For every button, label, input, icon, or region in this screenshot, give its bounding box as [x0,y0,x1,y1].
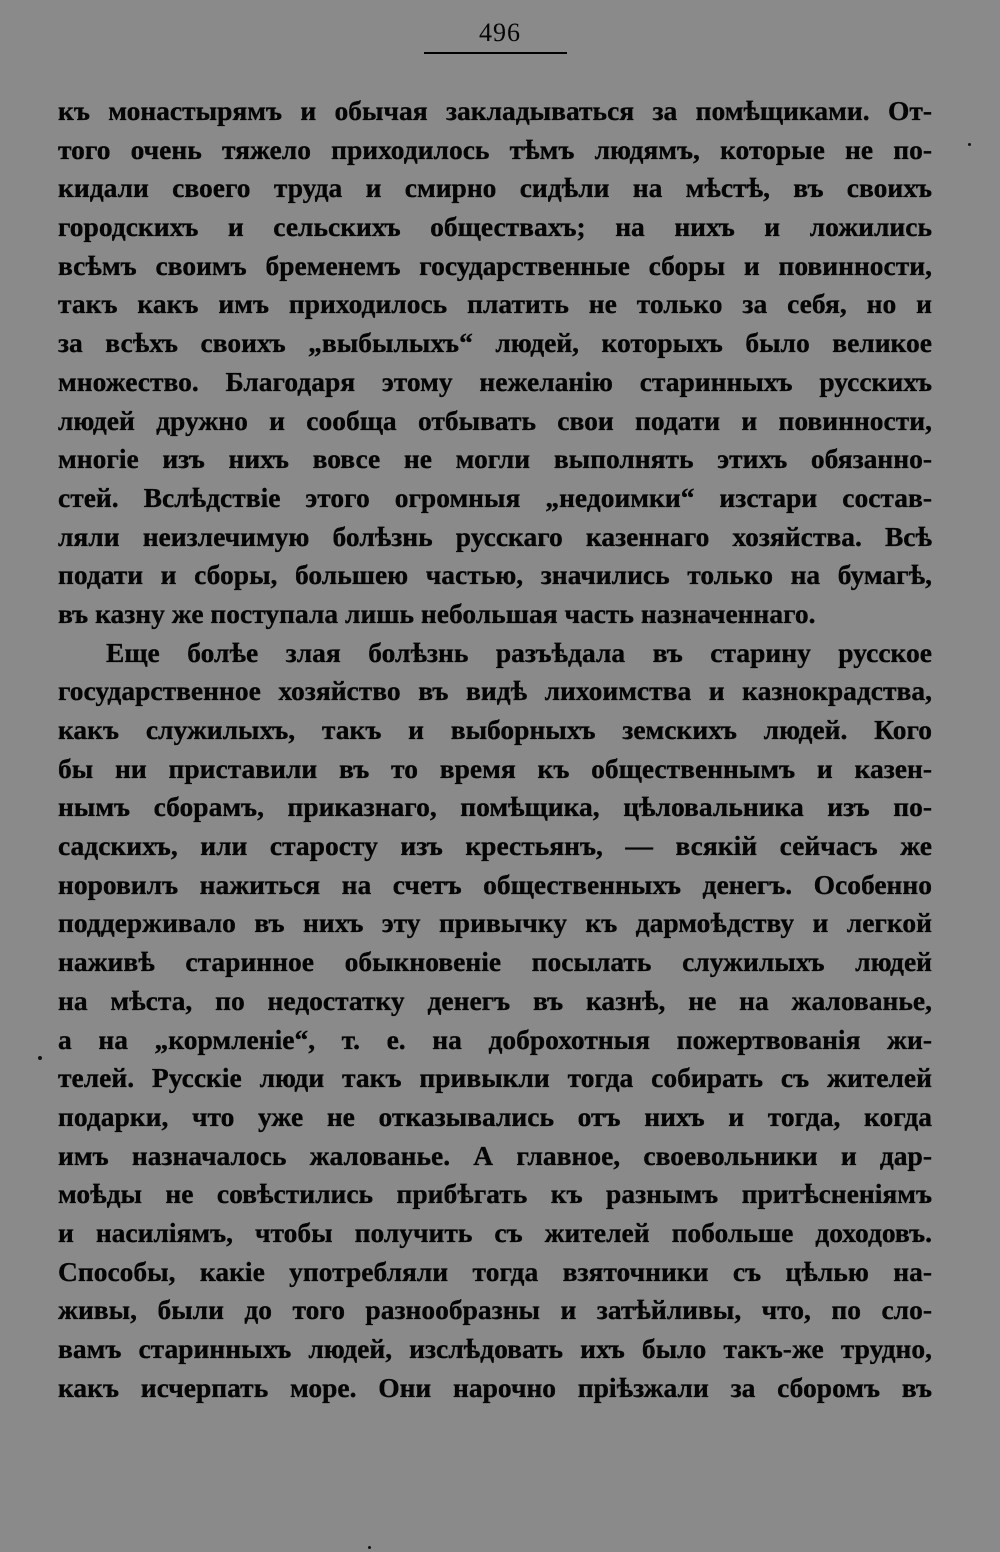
scan-speck [968,143,971,146]
text-line: городскихъ и сельскихъ обществахъ; на нихъ и ложились [58,211,932,243]
scan-speck [368,1546,371,1549]
text-line: подарки, что уже не отказывались отъ нихъ и тогда, когда [58,1100,932,1132]
text-line: подати и сборы, большею частью, значились только на бумагѣ, [58,559,932,591]
text-line: стей. Вслѣдствіе этого огромныя „недоимки“ изстари состав- [58,481,932,513]
page-number-rule [424,52,567,54]
text-line: множество. Благодаря этому нежеланію старинныхъ русскихъ [58,365,932,397]
scan-speck [38,1056,42,1060]
text-line: бы ни приставили въ то время къ общественнымъ и казен- [58,752,932,784]
paragraph-end-line: въ казну же поступала лишь небольшая часть назначеннаго. [58,597,816,629]
text-line: садскихъ, или старосту изъ крестьянъ, — всякій сейчасъ же [58,830,932,862]
text-line: на мѣста, по недостатку денегъ въ казнѣ, не на жалованье, [58,984,932,1016]
body-text [58,92,932,1407]
text-line: какъ исчерпать море. Они нарочно пріѣзжали за сборомъ въ [58,1371,932,1403]
text-line: нымъ сборамъ, приказнаго, помѣщика, цѣловальника изъ по- [58,791,932,823]
text-line: и насиліямъ, чтобы получить съ жителей побольше доходовъ. [58,1216,932,1248]
text-line: имъ назначалось жалованье. А главное, своевольники и дар- [58,1139,932,1171]
text-line: ляли неизлечимую болѣзнь русскаго казеннаго хозяйства. Всѣ [58,520,932,552]
text-line: наживѣ старинное обыкновеніе посылать служилыхъ людей [58,946,932,978]
text-line: какъ служилыхъ, такъ и выборныхъ земскихъ людей. Кого [58,714,932,745]
text-line: живы, были до того разнообразны и затѣйливы, что, по сло- [58,1294,932,1326]
text-line: за всѣхъ своихъ „выбылыхъ“ людей, которыхъ было великое [58,327,932,359]
text-line: людей дружно и сообща отбывать свои подати и повинности, [58,404,932,436]
text-line: кидали своего труда и смирно сидѣли на мѣстѣ, въ своихъ [58,172,932,204]
text-line: вамъ старинныхъ людей, изслѣдовать ихъ было такъ-же трудно, [58,1333,932,1364]
text-line: многіе изъ нихъ вовсе не могли выполнять этихъ обязанно- [58,443,932,475]
text-line: всѣмъ своимъ бременемъ государственные сборы и повинности, [58,249,932,281]
text-line: моѣды не совѣстились прибѣгать къ разнымъ притѣсненіямъ [58,1178,932,1210]
text-line: къ монастырямъ и обычая закладываться за помѣщиками. От- [58,95,932,126]
text-line: Способы, какіе употребляли тогда взяточники съ цѣлью на- [58,1255,932,1287]
text-line: норовилъ нажиться на счетъ общественныхъ денегъ. Особенно [58,868,932,900]
text-line: того очень тяжело приходилось тѣмъ людямъ, которые не по- [58,133,932,165]
paragraph-first-line: Еще болѣе злая болѣзнь разъѣдала въ старину русское [106,636,932,668]
text-line: такъ какъ имъ приходилось платить не только за себя, но и [58,288,932,320]
text-line: поддерживало въ нихъ эту привычку къ дармоѣдству и легкой [58,907,932,939]
text-line: телей. Русскіе люди такъ привыкли тогда собирать съ жителей [58,1062,932,1094]
page-number: 496 [479,18,521,47]
text-line: государственное хозяйство въ видѣ лихоимства и казнокрадства, [58,675,932,707]
text-line: а на „кормленіе“, т. е. на доброхотныя пожертвованія жи- [58,1023,932,1055]
